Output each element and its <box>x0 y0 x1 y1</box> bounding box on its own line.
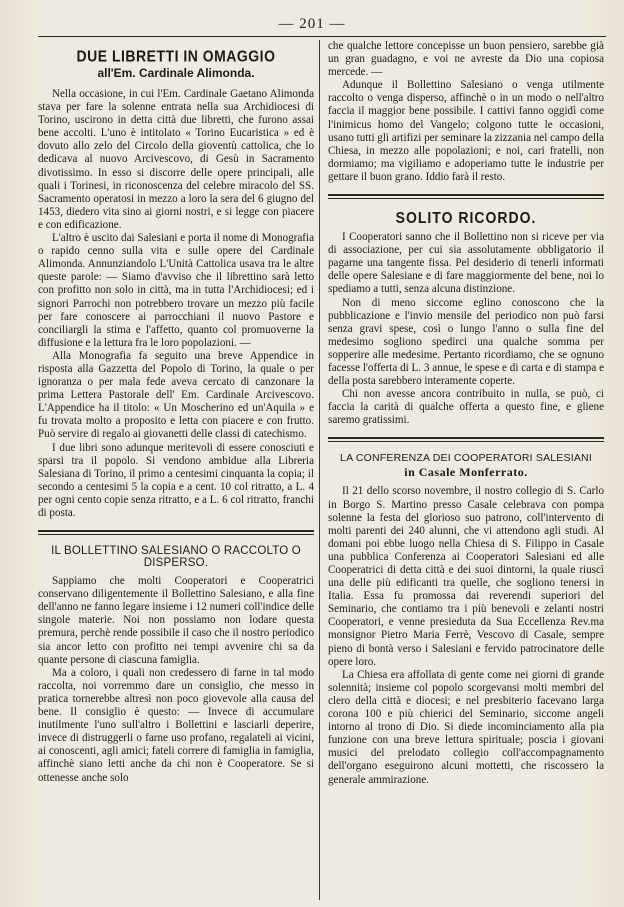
paragraph: Non di meno siccome eglino conoscono che la pubblicazione e l'invio mensile del periodico non può farsi senza gravi spese, così o lungo l'anno o sulla fine del medesimo sogliono spedirci una qualche somma per sopperire alle medesime. Pertanto ricordiamo, che se ognuno facesse l'offerta di L. 3 annue, le spese e di carta e di stampa e della posta sarebbero interamente coperte. <box>328 296 604 388</box>
paragraph: Ma a coloro, i quali non credessero di farne in tal modo raccolta, noi vorremmo dare un consiglio, che messo in pratica tornerebbe altresì non poco giovevole alla causa del bene. Il consiglio è questo: — Invece di accumulare inutilmente l'uno sull'altro i Bollettini e lasciarli deperire, invece di distruggerli o farne uso profano, regalateli ai vicini, ai conoscenti, agli amici; fateli correre di famiglia in famiglia, affinchè siano letti anche da chi non è Cooperatore. Se si ottenesse anche solo <box>38 666 314 784</box>
section-subtitle-casale: in Casale Monferrato. <box>404 465 528 480</box>
section-title-solito-ricordo: SOLITO RICORDO. <box>395 207 537 227</box>
paragraph: Chi non avesse ancora contribuito in nulla, se può, ci faccia la carità di qualche offerta a questo fine, e gliene saremo gratissimi. <box>328 388 604 427</box>
right-column <box>328 40 604 787</box>
paragraph: Il 21 dello scorso novembre, il nostro collegio di S. Carlo in Borgo S. Martino presso Casale celebrava con pompa solenne la festa del glorioso suo patrono, coll'intervento di molti parenti dei 240 alunni, che vi attendono agli studi. Al domani poi ebbe luogo nella Chiesa di S. Filippo in Casale una pubblica Conferenza ai Cooperatori Salesiani ed alle Cooperatrici di detta città e dei suoi dintorni, la quale riuscì una delle più edificanti tra quelle, che sogliono tenersi in Italia. Essa fu promossa dai reverendi superiori del Seminario, che contiamo tra i più benevoli e zelanti nostri Cooperatori, e venne presieduta da Sua Eccellenza Rev.ma monsignor Pietro Maria Ferrè, Vescovo di Casale, sempre pieno di bontà verso i Salesiani e fervido patrocinatore delle opere loro. <box>328 485 604 668</box>
header-rule <box>38 36 606 37</box>
section-subtitle-alimonda: all'Em. Cardinale Alimonda. <box>97 66 255 80</box>
section-title-conferenza: LA CONFERENZA DEI COOPERATORI SALESIANI <box>340 452 592 465</box>
section-separator <box>38 530 314 535</box>
paragraph: Nella occasione, in cui l'Em. Cardinale Gaetano Alimonda stava per fare la solenne entrata nella sua Archidiocesi di Torino, uscirono in detta città due libretti, che furono assai bene accolti. L'uno è intitolato « Torino Eucaristica » ed è dovuto allo zelo del Circolo della gioventù cattolica, che lo dedicava al nuovo Arcivescovo, di Gesù in Sacramento divotissimo. In esso si discorre delle opere principali, alle quali i Torinesi, in riconoscenza del celebre miracolo del SS. Sacramento operatosi in mezzo a loro la sera del 6 giugno del 1453, diedero vita sino ai giorni nostri, e si legge con piacere e con edificazione. <box>38 88 314 231</box>
paragraph: L'altro è uscito dai Salesiani e porta il nome di Monografia o rapido cenno sulla vita e sulle opere del Cardinale Alimonda. Annunziandolo L'Unità Cattolica usava tra le altre queste parole: — Siamo d'avviso che il librettino sarà letto con profitto non solo in città, ma in tutta l'Archidiocesi; ed i signori Parrochi non potrebbero trovare un mezzo più facile per fare conoscere ai parrocchiani il nuovo Pastore e conciliargli la stima e l'affetto, quanto col promuoverne la diffusione e la lettura fra le loro popolazioni. — <box>38 232 314 349</box>
paragraph: La Chiesa era affollata di gente come nei giorni di grande solennità; insieme col popolo scorgevansi molti membri del clero della città e diocesi; e nel presbiterio facevano larga corona 100 e più chierici del Seminario, siccome angeli intorno al trono di Dio. Si diede incominciamento alla pia funzione con una breve lettura spirituale; poscia i giovani musici del prelodato collegio coll'accompagnamento dell'organo eseguirono alcuni mottetti, che riscossero la generale ammirazione. <box>328 668 604 786</box>
paragraph: I due libri sono adunque meritevoli di essere conosciuti e sparsi tra il popolo. Si vendono ambidue alla Libreria Salesiana di Torino, il primo a centesimi cinquanta la copia; il secondo a centesimi 5 la copia e a cent. 10 col ritratto, a L. 4 per ogni cento copie senza ritratto, e a L. 6 col ritratto, franchi di posta. <box>38 441 314 519</box>
section-separator <box>328 194 604 199</box>
paragraph: I Cooperatori sanno che il Bollettino non si riceve per via di associazione, per cui sia assolutamente obbligatorio il pagarne una tangente fissa. Pel desiderio di tenerli informati delle opere Salesiane e di fare maggiormente del bene, noi lo spediamo a tutti, senza alcuna distinzione. <box>328 231 604 296</box>
paragraph: che qualche lettore concepisse un buon pensiero, sarebbe già un gran guadagno, e voi ne avreste da Dio una copiosa mercede. — <box>328 40 604 79</box>
paragraph: Alla Monografia fa seguito una breve Appendice in risposta alla Gazzetta del Popolo di Torino, la quale o per ignoranza o per mala fede aveva cercato di canzonare la prima Lettera Pastorale dell' Em. Cardinale Arcivescovo. L'Appendice ha il titolo: « Un Moscherino ed un'Aquila » e fu trovata molto a proposito e letta con piacere e con frutto. Può servire di regalo ai giovanetti delle classi di catechismo. <box>38 349 314 441</box>
paragraph: Adunque il Bollettino Salesiano o venga utilmente raccolto o venga disperso, affinchè o in un modo o nell'altro faccia il maggior bene possibile. I cattivi fanno oggidì come l'inimicus homo del Vangelo; colgono tutte le occasioni, usano tutti gli artifizi per seminare la zizzania nel campo della Chiesa, in mezzo alle popolazioni; e noi, cari fratelli, non dormiamo; ma vigiliamo e adoperiamo tutte le industrie per gettare il buon grano. Iddio farà il resto. <box>328 79 604 183</box>
section-title-bollettino: IL BOLLETTINO SALESIANO O RACCOLTO O DISPERSO. <box>51 545 301 570</box>
paragraph: Sappiamo che molti Cooperatori e Cooperatrici conservano diligentemente il Bollettino Salesiano, e alla fine dell'anno ne fanno legare insieme i 12 numeri coll'indice delle singole materie. Noi non possiamo non lodare questa premura, perchè rende possibile il caso che il nostro periodico sia ancor letto con profitto nei tempi avvenire chi sa da quante persone di ciascuna famiglia. <box>38 575 314 666</box>
page-number: — 201 — <box>278 16 346 32</box>
section-title-due-libretti: DUE LIBRETTI IN OMAGGIO <box>76 46 276 66</box>
left-column <box>38 40 314 785</box>
column-divider <box>319 40 320 900</box>
section-separator <box>328 437 604 442</box>
